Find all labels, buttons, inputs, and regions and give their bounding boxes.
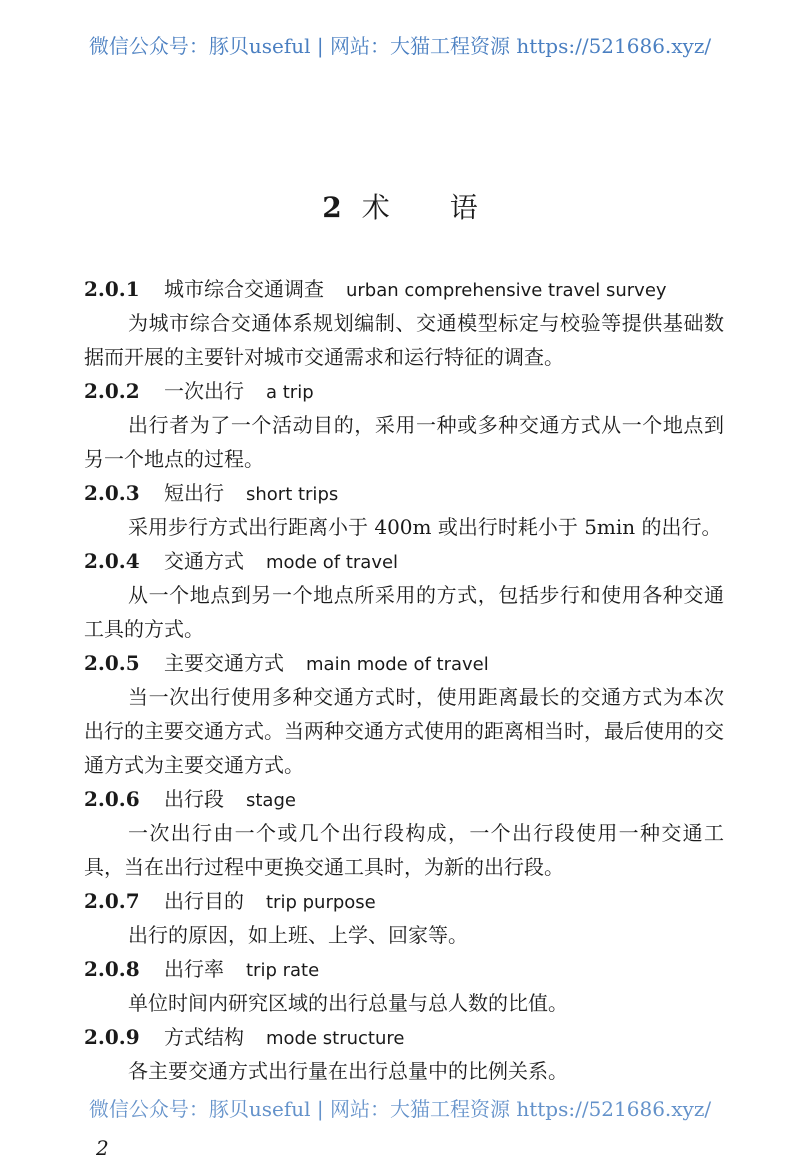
term-heading — [84, 646, 724, 680]
term-definition: 一次出行由一个或几个出行段构成，一个出行段使用一种交通工具，当在出行过程中更换交通工具时，为新的出行段。 — [84, 821, 724, 879]
term-entry — [84, 1020, 724, 1088]
page-number: 2 — [96, 1136, 109, 1160]
term-number: 2.0.6 — [84, 787, 140, 811]
term-number: 2.0.8 — [84, 957, 140, 981]
term-chinese: 出行率 — [164, 957, 224, 981]
term-chinese: 方式结构 — [164, 1025, 244, 1049]
term-number: 2.0.3 — [84, 481, 140, 505]
term-english: short trips — [246, 484, 339, 505]
term-heading — [84, 952, 724, 986]
term-chinese: 主要交通方式 — [164, 651, 284, 675]
term-definition: 各主要交通方式出行量在出行总量中的比例关系。 — [128, 1059, 568, 1083]
term-english: trip purpose — [266, 892, 376, 913]
term-heading — [84, 544, 724, 578]
term-english: a trip — [266, 382, 314, 403]
term-english: stage — [246, 790, 296, 811]
term-english: main mode of travel — [306, 654, 489, 675]
term-chinese: 交通方式 — [164, 549, 244, 573]
term-entry — [84, 782, 724, 884]
term-english: urban comprehensive travel survey — [346, 280, 667, 301]
chapter-title-char-1: 术 — [361, 191, 390, 224]
term-chinese: 城市综合交通调查 — [164, 277, 324, 301]
term-definition: 当一次出行使用多种交通方式时，使用距离最长的交通方式为本次出行的主要交通方式。当两种交通方式使用的距离相当时，最后使用的交通方式为主要交通方式。 — [84, 685, 724, 777]
term-number: 2.0.2 — [84, 379, 140, 403]
term-heading — [84, 374, 724, 408]
term-english: trip rate — [246, 960, 320, 981]
term-number: 2.0.5 — [84, 651, 140, 675]
term-heading — [84, 476, 724, 510]
term-entry — [84, 952, 724, 1020]
term-heading — [84, 1020, 724, 1054]
term-heading — [84, 272, 724, 306]
term-number: 2.0.9 — [84, 1025, 140, 1049]
term-chinese: 短出行 — [164, 481, 224, 505]
term-definition: 出行的原因，如上班、上学、回家等。 — [128, 923, 468, 947]
term-entry — [84, 544, 724, 646]
term-chinese: 出行目的 — [164, 889, 244, 913]
term-entry — [84, 476, 724, 544]
term-english: mode of travel — [266, 552, 399, 573]
term-number: 2.0.7 — [84, 889, 140, 913]
term-entry — [84, 646, 724, 782]
term-definition: 单位时间内研究区域的出行总量与总人数的比值。 — [128, 991, 568, 1015]
chapter-title-char-2: 语 — [449, 191, 478, 224]
chapter-number: 2 — [322, 191, 342, 224]
term-chinese: 一次出行 — [164, 379, 244, 403]
watermark-bottom: 微信公众号：豚贝useful | 网站：大猫工程资源 https://521686.xyz/ — [88, 1097, 712, 1121]
term-number: 2.0.4 — [84, 549, 140, 573]
term-definition: 从一个地点到另一个地点所采用的方式，包括步行和使用各种交通工具的方式。 — [84, 583, 724, 641]
term-english: mode structure — [266, 1028, 405, 1049]
term-definition: 采用步行方式出行距离小于 400m 或出行时耗小于 5min 的出行。 — [128, 515, 722, 539]
term-heading — [84, 884, 724, 918]
term-entry — [84, 272, 724, 374]
terms-list — [84, 272, 724, 1088]
term-heading — [84, 782, 724, 816]
watermark-top: 微信公众号：豚贝useful | 网站：大猫工程资源 https://521686.xyz/ — [88, 34, 712, 58]
term-entry — [84, 884, 724, 952]
term-number: 2.0.1 — [84, 277, 140, 301]
term-chinese: 出行段 — [164, 787, 224, 811]
chapter-title — [0, 186, 800, 226]
term-definition: 为城市综合交通体系规划编制、交通模型标定与校验等提供基础数据而开展的主要针对城市交通需求和运行特征的调查。 — [84, 311, 724, 369]
term-definition: 出行者为了一个活动目的，采用一种或多种交通方式从一个地点到另一个地点的过程。 — [84, 413, 724, 471]
term-entry — [84, 374, 724, 476]
